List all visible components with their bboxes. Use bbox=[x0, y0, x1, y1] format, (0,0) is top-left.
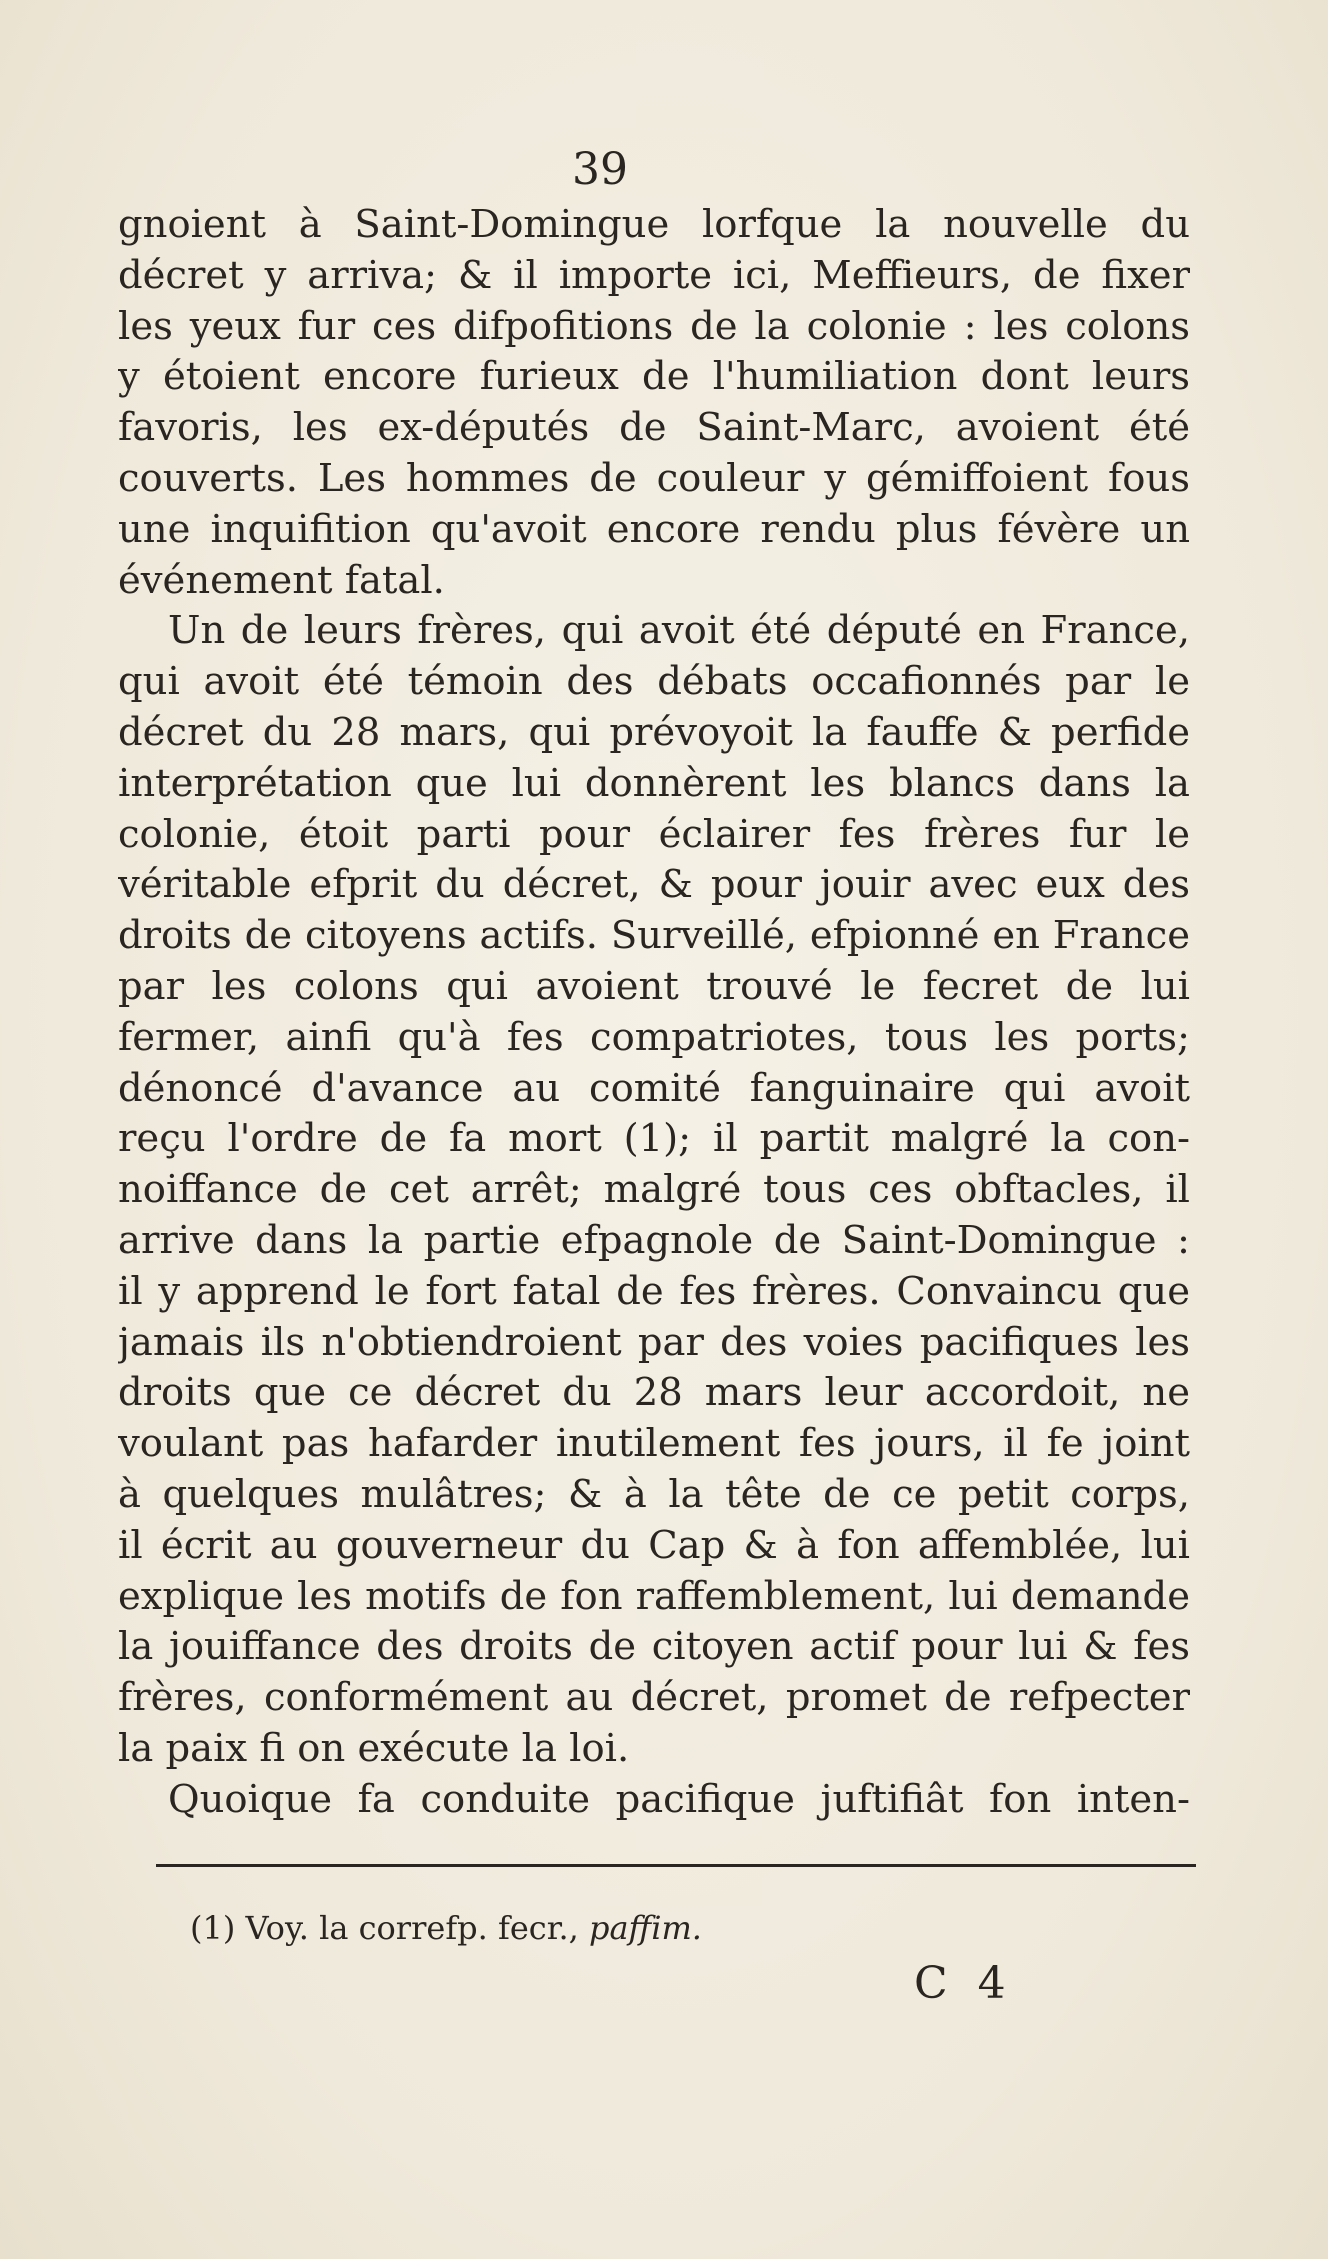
text-line: noiffance de cet arrêt; malgré tous ces obftacles, il bbox=[118, 1167, 1190, 1213]
text-line: décret y arriva; & il importe ici, Meffieurs, de fixer bbox=[118, 252, 1190, 298]
body-text bbox=[118, 200, 1190, 1826]
footnote-text: (1) Voy. la correfp. fecr., bbox=[190, 1909, 579, 1947]
text-line: reçu l'ordre de fa mort (1); il partit malgré la con- bbox=[118, 1116, 1190, 1162]
signature-mark: C 4 bbox=[914, 1958, 1014, 2009]
footnote bbox=[190, 1908, 702, 1948]
text-line: événement fatal. bbox=[118, 557, 445, 603]
text-line: décret du 28 mars, qui prévoyoit la fauffe & perfide bbox=[118, 709, 1190, 755]
text-line: Un de leurs frères, qui avoit été député en France, bbox=[168, 608, 1190, 654]
text-line: qui avoit été témoin des débats occafionnés par le bbox=[118, 659, 1190, 705]
text-line: une inquifition qu'avoit encore rendu plus févère un bbox=[118, 506, 1190, 552]
text-line: voulant pas hafarder inutilement fes jours, il fe joint bbox=[118, 1421, 1190, 1467]
text-line: colonie, étoit parti pour éclairer fes frères fur le bbox=[118, 811, 1190, 857]
text-line: droits de citoyens actifs. Surveillé, efpionné en France bbox=[118, 913, 1190, 959]
text-line: il y apprend le fort fatal de fes frères. Convaincu que bbox=[118, 1268, 1190, 1314]
text-line: fermer, ainfi qu'à fes compatriotes, tous les ports; bbox=[118, 1014, 1190, 1060]
text-line: véritable efprit du décret, & pour jouir avec eux des bbox=[118, 862, 1190, 908]
text-line: droits que ce décret du 28 mars leur accordoit, ne bbox=[118, 1370, 1190, 1416]
text-line: la jouiffance des droits de citoyen actif pour lui & fes bbox=[118, 1624, 1190, 1670]
text-line: y étoient encore furieux de l'humiliation dont leurs bbox=[118, 354, 1190, 400]
text-line: gnoient à Saint-Domingue lorfque la nouvelle du bbox=[118, 202, 1190, 247]
text-line: jamais ils n'obtiendroient par des voies pacifiques les bbox=[118, 1319, 1190, 1365]
text-line: par les colons qui avoient trouvé le fecret de lui bbox=[118, 963, 1190, 1009]
footnote-italic: paffim. bbox=[588, 1909, 702, 1947]
text-line: il écrit au gouverneur du Cap & à fon affemblée, lui bbox=[118, 1522, 1190, 1568]
text-line: arrive dans la partie efpagnole de Saint-Domingue : bbox=[118, 1217, 1190, 1263]
text-line: interprétation que lui donnèrent les blancs dans la bbox=[118, 760, 1190, 806]
text-line: à quelques mulâtres; & à la tête de ce petit corps, bbox=[118, 1471, 1190, 1517]
page-number: 39 bbox=[572, 144, 628, 195]
footnote-rule bbox=[156, 1864, 1196, 1867]
text-line: la paix fi on exécute la loi. bbox=[118, 1725, 630, 1771]
text-line: couverts. Les hommes de couleur y gémiffoient fous bbox=[118, 455, 1190, 501]
text-line: dénoncé d'avance au comité fanguinaire qui avoit bbox=[118, 1065, 1190, 1111]
text-line: les yeux fur ces difpofitions de la colonie : les colons bbox=[118, 303, 1190, 349]
text-line: Quoique fa conduite pacifique juftifiât fon inten- bbox=[168, 1776, 1190, 1822]
text-line: explique les motifs de fon raffemblement, lui demande bbox=[118, 1573, 1190, 1619]
text-line: favoris, les ex-députés de Saint-Marc, avoient été bbox=[118, 405, 1190, 451]
text-line: frères, conformément au décret, promet de refpecter bbox=[118, 1675, 1190, 1721]
